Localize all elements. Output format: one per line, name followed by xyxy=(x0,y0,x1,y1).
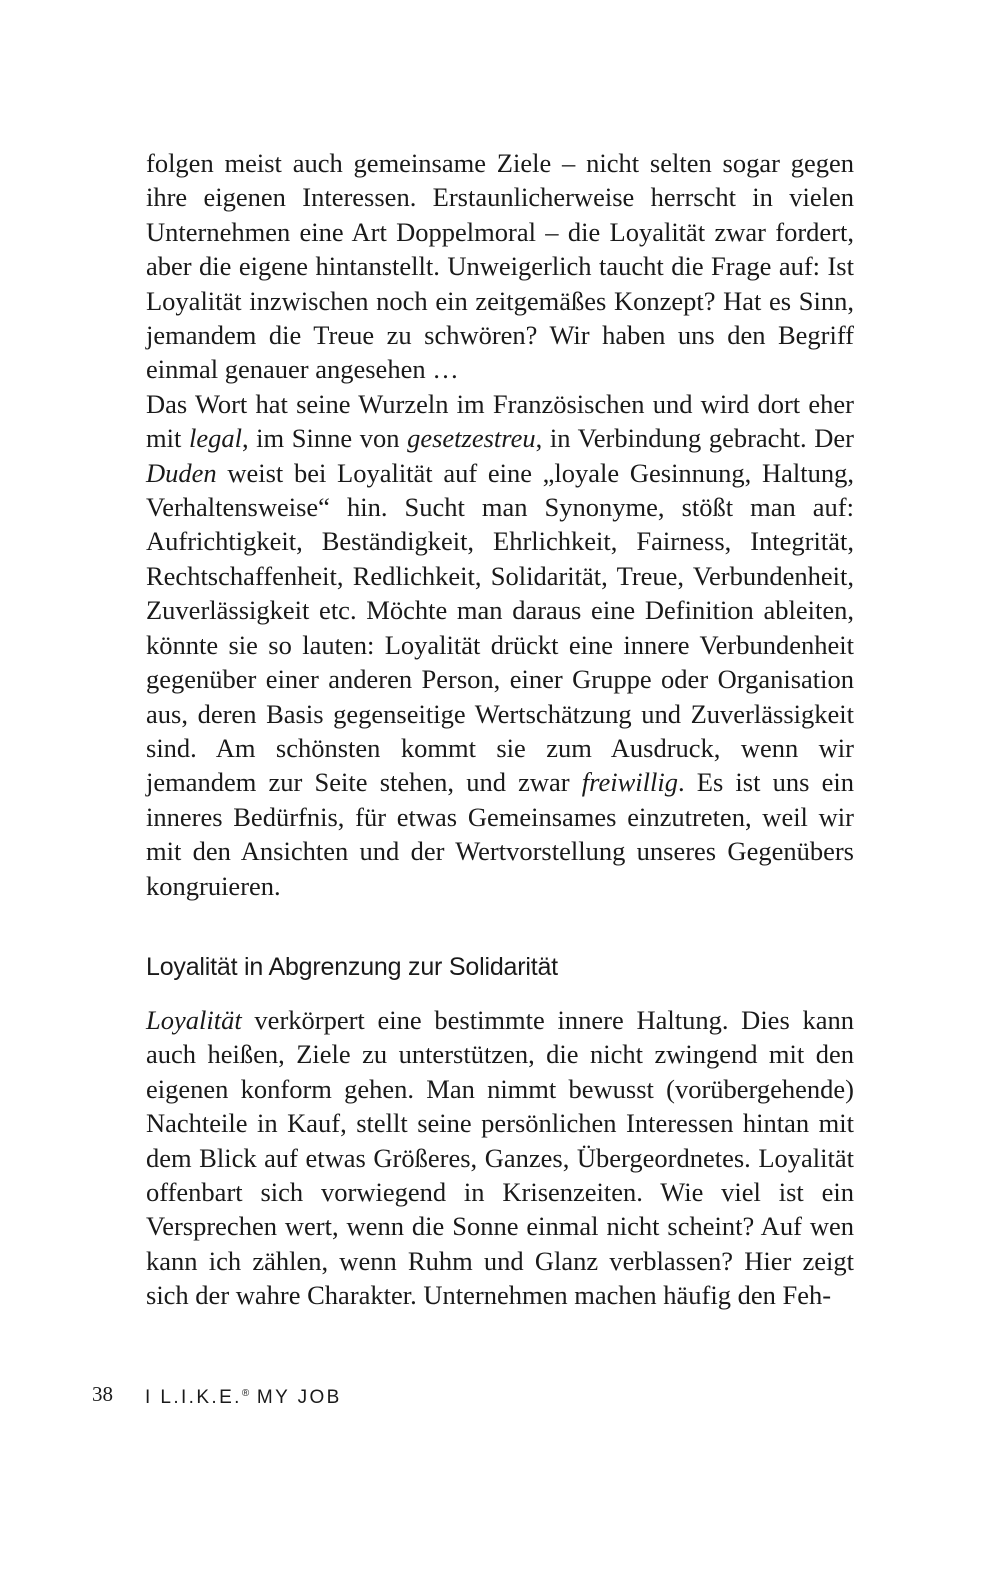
emphasized-term: gesetzestreu xyxy=(407,423,536,454)
text-run: Das Wort hat seine Wurzeln im Französischen und wird dort eher mit xyxy=(146,388,854,454)
text-run: , in Verbindung gebracht. Der xyxy=(535,423,855,454)
text-run: , im Sinne von xyxy=(241,423,408,454)
page-number: 38 xyxy=(92,1382,113,1406)
section-heading: Loyalität in Abgrenzung zur Solidarität xyxy=(146,953,558,981)
text-run: weist bei Loyalität auf eine „loyale Gesinnung, Haltung, Verhaltensweise“ hin. Sucht man Synonyme, stößt man auf: Aufrichtigkeit, Beständigkeit, Ehrlichkeit, Fairness, Integrität, Rechtschaffenheit, Redlichkeit, Solidarität, Treue, Verbundenheit, Zuverlässigkeit etc. Möchte man daraus eine Definition ableiten, könnte sie so lauten: Loyalität drückt eine innere Verbundenheit gegenüber einer anderen Person, einer Gruppe oder Organisation aus, deren Basis gegenseitige Wertschätzung und Zuverlässigkeit sind. Am schönsten kommt sie zum Ausdruck, wenn wir jemandem zur Seite stehen, und zwar xyxy=(146,457,854,798)
text-block-bottom xyxy=(146,1003,854,1313)
text-block-top xyxy=(146,146,854,903)
running-title-main: I L.I.K.E. xyxy=(145,1387,242,1408)
text-run: verkörpert eine bestimmte innere Haltung. Dies kann auch heißen, Ziele zu unterstützen, die nicht zwingend mit den eigenen konform gehen. Man nimmt bewusst (vorübergehende) Nachteile in Kauf, stellt seine persönlichen Interessen hintan mit dem Blick auf etwas Größeres, Ganzes, Übergeordnetes. Loyalität offenbart sich vorwiegend in Krisenzeiten. Wie viel ist ein Versprechen wert, wenn die Sonne einmal nicht scheint? Auf wen kann ich zählen, wenn Ruhm und Glanz verblassen? Hier zeigt sich der wahre Charakter. Unternehmen machen häufig den Feh- xyxy=(146,1005,854,1311)
running-title xyxy=(145,1382,342,1410)
emphasized-term: Duden xyxy=(146,457,217,488)
paragraph-intro xyxy=(146,146,854,387)
emphasized-term: Loyalität xyxy=(146,1005,242,1035)
paragraph-definition xyxy=(146,387,854,903)
registered-mark: ® xyxy=(241,1388,250,1399)
running-title-suffix: MY JOB xyxy=(249,1387,342,1408)
emphasized-term: freiwillig xyxy=(581,767,678,798)
paragraph-loyalty xyxy=(146,1003,854,1313)
emphasized-term: legal xyxy=(188,423,242,454)
text-run: folgen meist auch gemeinsame Ziele – nicht selten sogar gegen ihre eigenen Interessen. Erstaunlicherweise herrscht in vielen Unternehmen eine Art Doppelmoral – die Loyalität zwar fordert, aber die eigene hintanstellt. Unweigerlich taucht die Frage auf: Ist Loyalität inzwischen noch ein zeitgemäßes Konzept? Hat es Sinn, jemandem die Treue zu schwören? Wir haben uns den Begriff einmal genauer angesehen … xyxy=(146,148,854,385)
text-run: . Es ist uns ein inneres Bedürfnis, für etwas Gemeinsames einzutreten, weil wir mit den Ansichten und der Wertvorstellung unseres Gegenübers kongruieren. xyxy=(146,767,854,901)
